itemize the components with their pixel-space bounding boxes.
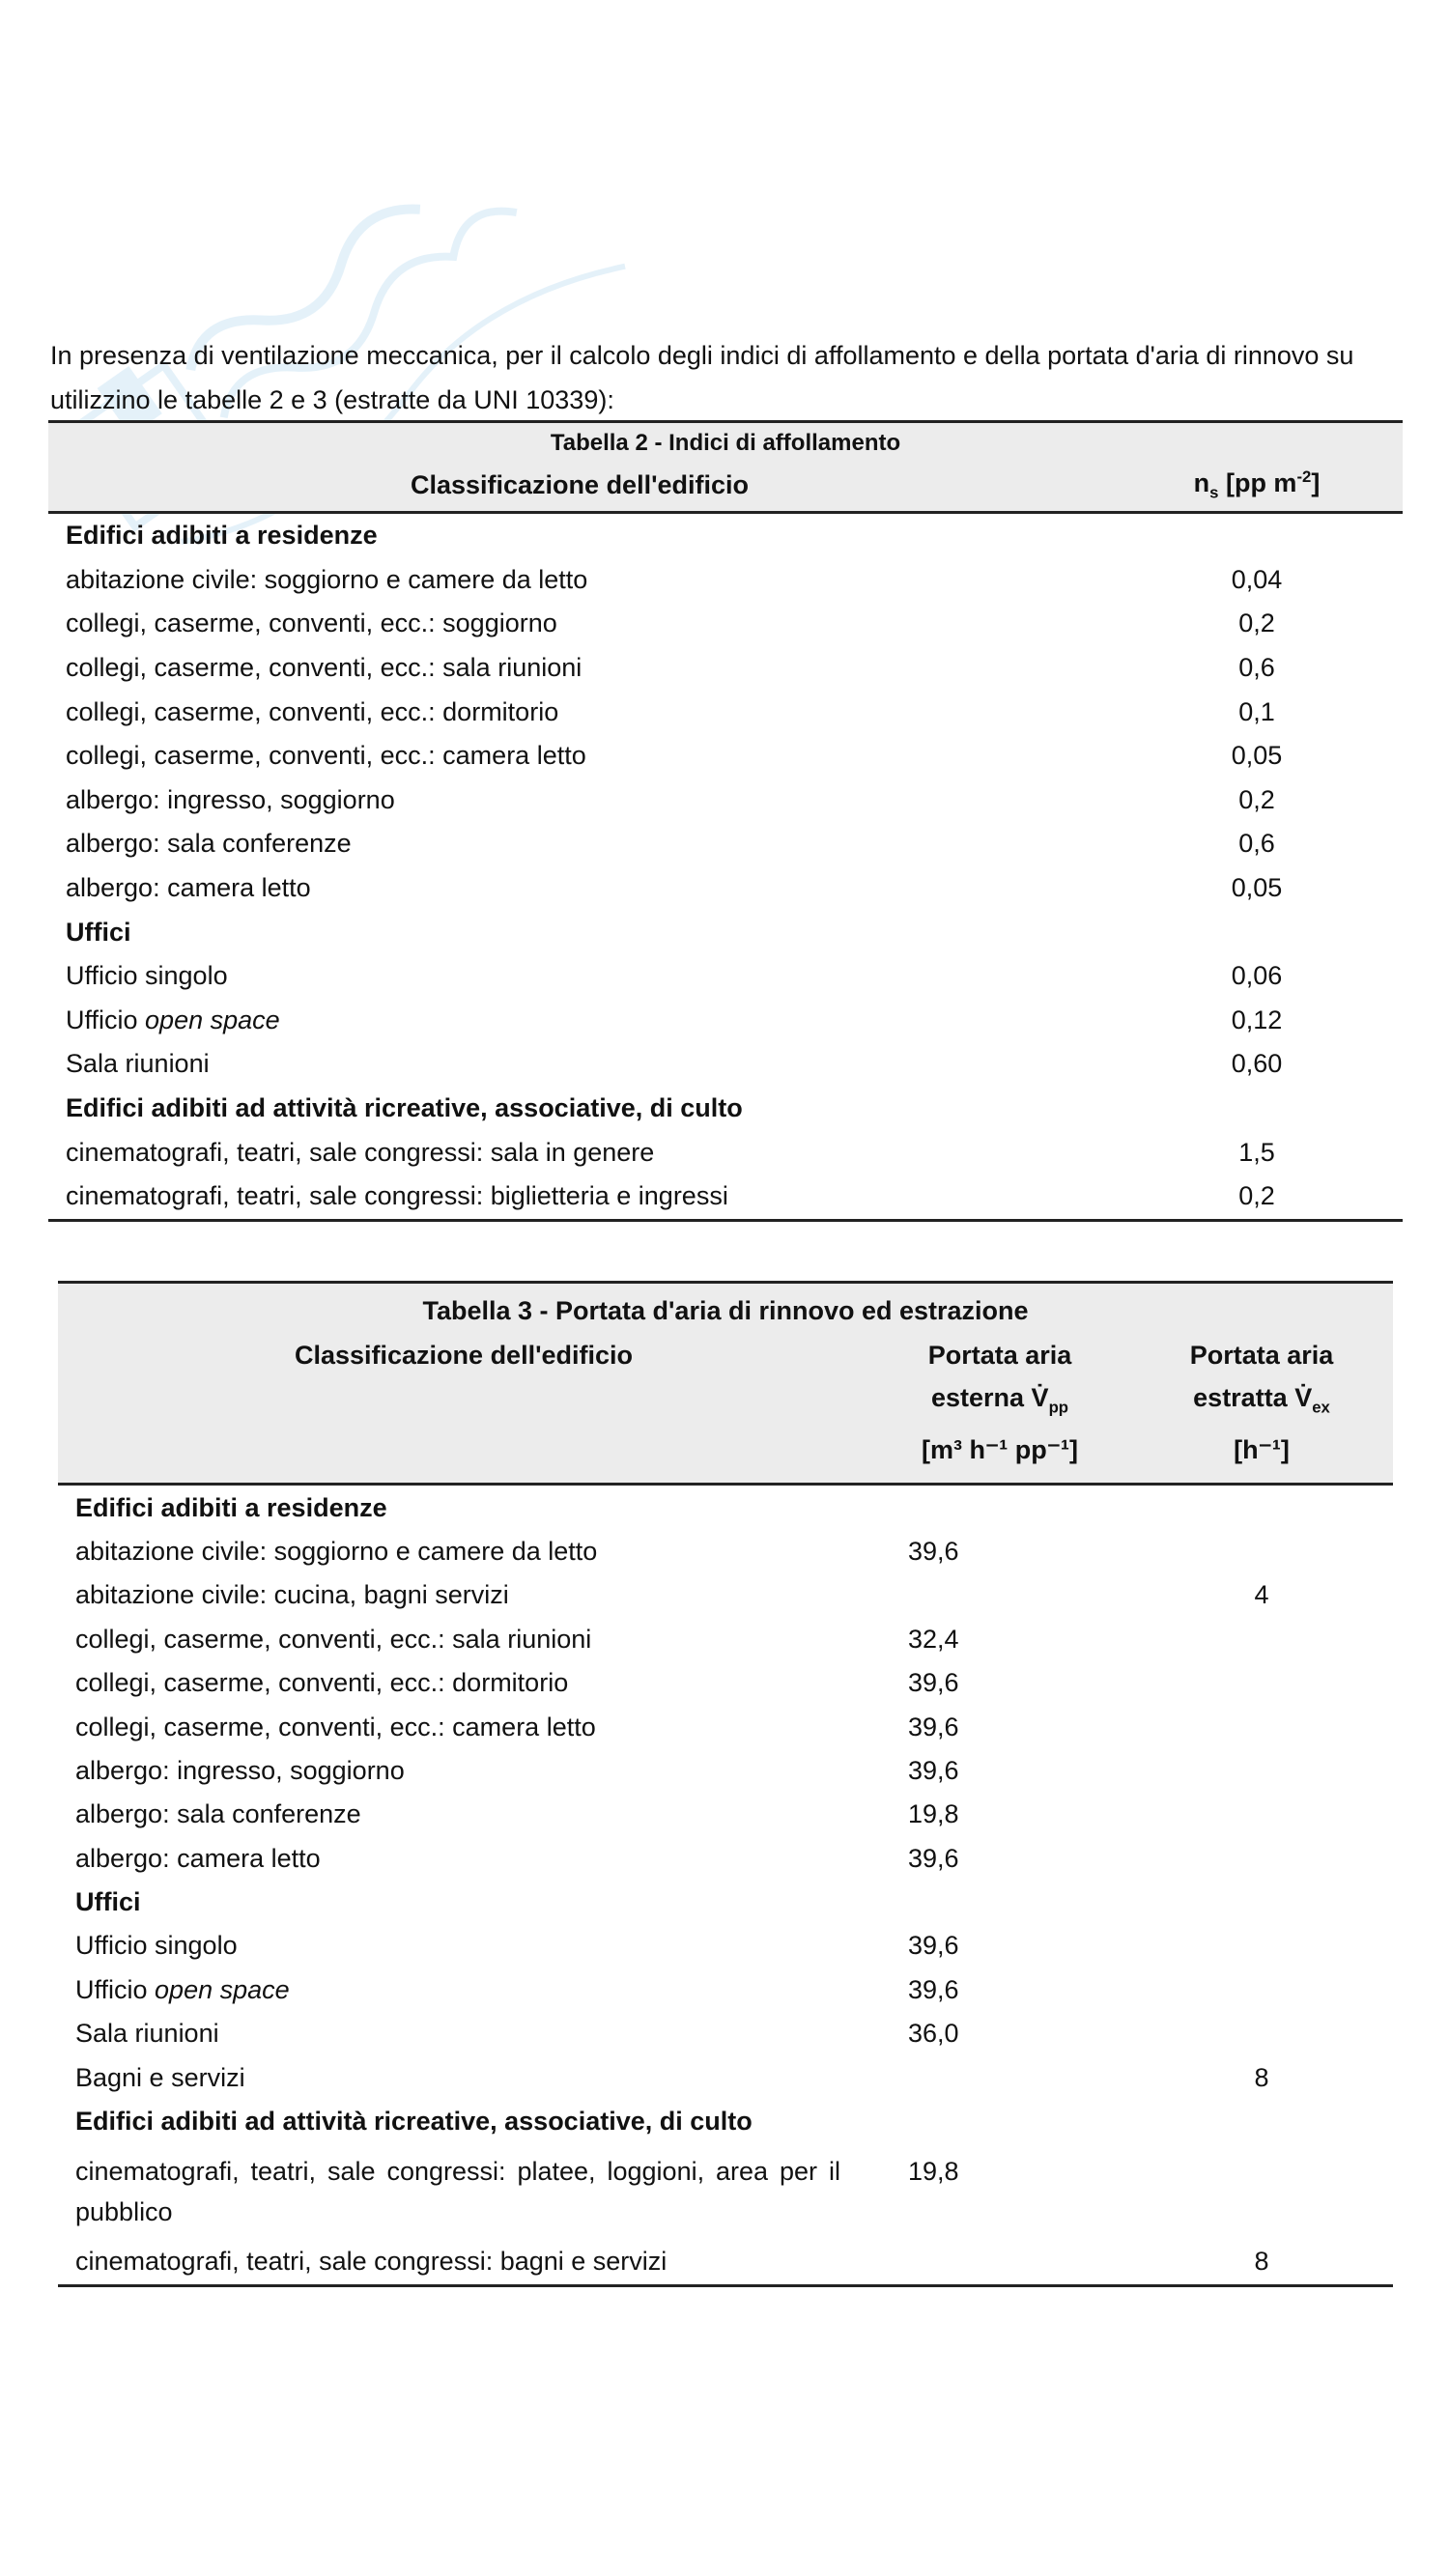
row-classification-cell bbox=[58, 2055, 869, 2099]
row-classification-cell bbox=[58, 2100, 869, 2143]
row-label: albergo: ingresso, soggiorno bbox=[75, 1755, 405, 1785]
row-portata-esterna-value: 39,6 bbox=[908, 1931, 959, 1961]
row-classification-cell bbox=[58, 1881, 869, 1924]
table-row bbox=[48, 999, 1403, 1043]
row-portata-esterna-value: 32,4 bbox=[908, 1624, 959, 1654]
row-portata-estratta-value bbox=[1130, 1881, 1393, 1924]
row-classification-cell bbox=[58, 1749, 869, 1793]
table-row bbox=[48, 866, 1403, 911]
row-classification-cell bbox=[48, 1130, 1111, 1175]
intro-paragraph: In presenza di ventilazione meccanica, per il calcolo degli indici di affollamento e della portata d'aria di rinnovo su utilizzino le tabelle 2 e 3 (estratte da UNI 10339): bbox=[50, 341, 1354, 414]
row-portata-esterna-value bbox=[869, 2055, 1130, 2099]
row-portata-esterna-value bbox=[869, 1573, 1130, 1617]
row-ns-value: 0,06 bbox=[1231, 961, 1283, 991]
table-row bbox=[48, 734, 1403, 778]
row-classification-cell bbox=[48, 1087, 1111, 1131]
row-label: Sala riunioni bbox=[66, 1049, 210, 1079]
row-classification-cell bbox=[58, 1793, 869, 1836]
row-label: Ufficio singolo bbox=[66, 961, 228, 991]
table-row bbox=[58, 2143, 1393, 2240]
row-classification-cell bbox=[48, 690, 1111, 734]
row-label: Edifici adibiti a residenze bbox=[66, 521, 378, 551]
row-portata-estratta-value bbox=[1130, 1793, 1393, 1836]
row-ns-value: 0,04 bbox=[1231, 564, 1283, 594]
row-classification-cell bbox=[58, 1924, 869, 1967]
table-row bbox=[58, 2100, 1393, 2143]
row-label: Edifici adibiti ad attività ricreative, associative, di culto bbox=[75, 2107, 753, 2137]
row-label: albergo: ingresso, soggiorno bbox=[66, 784, 395, 814]
table-row bbox=[58, 1968, 1393, 2012]
row-classification-cell bbox=[48, 866, 1111, 911]
row-portata-estratta-value bbox=[1130, 1705, 1393, 1748]
table-row bbox=[48, 778, 1403, 823]
table-3-col-portata-esterna: Portata aria esterna $V̇_{pp}$ [m³ h⁻¹ pp⁻¹] bbox=[869, 1333, 1130, 1485]
row-label: albergo: sala conferenze bbox=[75, 1799, 361, 1829]
row-label: Uffici bbox=[75, 1887, 141, 1917]
row-classification-cell bbox=[48, 999, 1111, 1043]
row-classification-cell bbox=[58, 1618, 869, 1661]
table-row bbox=[58, 1924, 1393, 1967]
table-row bbox=[58, 1530, 1393, 1573]
row-classification-cell bbox=[48, 646, 1111, 691]
row-ns-value bbox=[1111, 513, 1403, 558]
row-portata-esterna-value: 36,0 bbox=[908, 2019, 959, 2049]
table-row bbox=[58, 1793, 1393, 1836]
table-row bbox=[48, 1042, 1403, 1087]
table-row bbox=[58, 2240, 1393, 2285]
row-classification-cell bbox=[48, 1175, 1111, 1220]
row-portata-estratta-value bbox=[1130, 2143, 1393, 2240]
row-classification-cell bbox=[58, 2012, 869, 2055]
row-label: Bagni e servizi bbox=[75, 2062, 245, 2092]
table-row bbox=[48, 646, 1403, 691]
row-portata-esterna-value bbox=[869, 2100, 1130, 2143]
table-row bbox=[58, 1837, 1393, 1881]
row-ns-value: 0,2 bbox=[1111, 1175, 1403, 1220]
row-classification-cell bbox=[58, 1837, 869, 1881]
row-portata-estratta-value bbox=[1130, 1618, 1393, 1661]
table-row bbox=[58, 2055, 1393, 2099]
table-row bbox=[58, 1573, 1393, 1617]
row-portata-esterna-value: 39,6 bbox=[908, 1712, 959, 1741]
table-row bbox=[48, 954, 1403, 999]
row-classification-cell bbox=[58, 1661, 869, 1705]
row-label: Ufficio singolo bbox=[75, 1931, 238, 1961]
row-portata-esterna-value: 19,8 bbox=[908, 2157, 959, 2187]
row-classification-cell bbox=[48, 513, 1111, 558]
row-portata-estratta-value: 8 bbox=[1130, 2240, 1393, 2285]
table-row bbox=[48, 513, 1403, 558]
row-label: Ufficio bbox=[75, 1974, 156, 2004]
row-classification-cell bbox=[48, 602, 1111, 646]
row-ns-value: 0,6 bbox=[1238, 829, 1275, 859]
row-label: cinematografi, teatri, sale congressi: sala in genere bbox=[66, 1137, 655, 1167]
row-portata-estratta-value bbox=[1130, 1661, 1393, 1705]
row-portata-estratta-value bbox=[1130, 1837, 1393, 1881]
row-classification-cell bbox=[48, 910, 1111, 954]
row-classification-cell bbox=[58, 1485, 869, 1530]
row-ns-value: 0,6 bbox=[1238, 653, 1275, 683]
table-3-title: Tabella 3 - Portata d'aria di rinnovo ed estrazione bbox=[58, 1283, 1393, 1334]
row-label: collegi, caserme, conventi, ecc.: soggiorno bbox=[66, 609, 557, 638]
row-portata-estratta-value bbox=[1130, 1968, 1393, 2012]
table-row bbox=[58, 1661, 1393, 1705]
row-label: cinematografi, teatri, sale congressi: biglietteria e ingressi bbox=[66, 1181, 728, 1211]
table-row bbox=[58, 1749, 1393, 1793]
row-label: cinematografi, teatri, sale congressi: platee, loggioni, area per il pubblico bbox=[75, 2157, 840, 2227]
row-label: collegi, caserme, conventi, ecc.: dormitorio bbox=[75, 1668, 569, 1698]
row-portata-estratta-value bbox=[1130, 2012, 1393, 2055]
row-label: albergo: camera letto bbox=[66, 873, 311, 903]
table-row bbox=[48, 558, 1403, 603]
row-portata-esterna-value: 39,6 bbox=[908, 1974, 959, 2004]
table-row bbox=[48, 1130, 1403, 1175]
row-portata-esterna-value bbox=[869, 2240, 1130, 2285]
table-row bbox=[58, 2012, 1393, 2055]
row-label: cinematografi, teatri, sale congressi: bagni e servizi bbox=[75, 2247, 668, 2277]
row-label: collegi, caserme, conventi, ecc.: camera letto bbox=[75, 1712, 596, 1741]
table-row bbox=[48, 1087, 1403, 1131]
row-ns-value: 0,2 bbox=[1238, 784, 1275, 814]
row-portata-esterna-value bbox=[869, 1881, 1130, 1924]
row-portata-estratta-value bbox=[1130, 1924, 1393, 1967]
row-classification-cell bbox=[58, 2240, 869, 2285]
row-portata-estratta-value bbox=[1130, 1749, 1393, 1793]
row-label-emphasis: open space bbox=[145, 1005, 280, 1034]
row-ns-value: 0,2 bbox=[1238, 609, 1275, 638]
row-label: abitazione civile: soggiorno e camere da letto bbox=[66, 564, 588, 594]
row-portata-estratta-value: 4 bbox=[1254, 1580, 1269, 1610]
row-portata-esterna-value bbox=[869, 1485, 1130, 1530]
row-classification-cell bbox=[58, 2143, 869, 2240]
table-row bbox=[48, 910, 1403, 954]
row-label: Sala riunioni bbox=[75, 2019, 219, 2049]
row-classification-cell bbox=[58, 1705, 869, 1748]
row-portata-estratta-value bbox=[1130, 1530, 1393, 1573]
row-portata-esterna-value: 19,8 bbox=[908, 1799, 959, 1829]
table-2-col-ns: $n_s$ [pp $m^{-2}$] bbox=[1111, 459, 1403, 513]
table-row bbox=[58, 1705, 1393, 1748]
table-3-portata-aria bbox=[58, 1281, 1393, 2287]
row-classification-cell bbox=[58, 1530, 869, 1573]
row-ns-value: 0,05 bbox=[1231, 873, 1283, 903]
row-portata-esterna-value: 39,6 bbox=[908, 1536, 959, 1566]
table-row bbox=[58, 1618, 1393, 1661]
row-label: albergo: camera letto bbox=[75, 1843, 321, 1873]
table-row bbox=[48, 690, 1403, 734]
table-row bbox=[48, 602, 1403, 646]
row-classification-cell bbox=[48, 558, 1111, 603]
row-classification-cell bbox=[58, 1968, 869, 2012]
table-row bbox=[58, 1485, 1393, 1530]
row-label: Edifici adibiti a residenze bbox=[75, 1492, 387, 1522]
table-3-col-classificazione: Classificazione dell'edificio bbox=[58, 1333, 869, 1485]
table-2-affollamento bbox=[48, 420, 1403, 1222]
row-portata-estratta-value bbox=[1130, 1485, 1393, 1530]
row-classification-cell bbox=[48, 734, 1111, 778]
row-ns-value bbox=[1111, 910, 1403, 954]
table-row bbox=[58, 1881, 1393, 1924]
row-portata-esterna-value: 39,6 bbox=[908, 1668, 959, 1698]
row-label: collegi, caserme, conventi, ecc.: sala riunioni bbox=[66, 653, 582, 683]
row-label-emphasis: open space bbox=[155, 1974, 290, 2004]
row-ns-value: 0,1 bbox=[1238, 696, 1275, 726]
row-classification-cell bbox=[58, 1573, 869, 1617]
row-label: Uffici bbox=[66, 917, 131, 947]
table-2-title: Tabella 2 - Indici di affollamento bbox=[48, 422, 1403, 460]
row-label: abitazione civile: soggiorno e camere da letto bbox=[75, 1536, 598, 1566]
row-classification-cell bbox=[48, 954, 1111, 999]
row-portata-estratta-value bbox=[1130, 2100, 1393, 2143]
row-label: collegi, caserme, conventi, ecc.: sala riunioni bbox=[75, 1624, 592, 1654]
table-3-col-portata-estratta: Portata aria estratta $V̇_{ex}$ [h⁻¹] bbox=[1130, 1333, 1393, 1485]
row-ns-value: 1,5 bbox=[1238, 1137, 1275, 1167]
row-ns-value bbox=[1111, 1087, 1403, 1131]
row-classification-cell bbox=[48, 1042, 1111, 1087]
table-row bbox=[48, 822, 1403, 866]
row-classification-cell bbox=[48, 822, 1111, 866]
row-portata-estratta-value: 8 bbox=[1254, 2062, 1269, 2092]
row-label: abitazione civile: cucina, bagni servizi bbox=[75, 1580, 509, 1610]
table-row bbox=[48, 1175, 1403, 1220]
row-label: Edifici adibiti ad attività ricreative, associative, di culto bbox=[66, 1093, 743, 1123]
row-classification-cell bbox=[48, 778, 1111, 823]
row-portata-esterna-value: 39,6 bbox=[908, 1843, 959, 1873]
row-label: Ufficio bbox=[66, 1005, 146, 1034]
row-ns-value: 0,60 bbox=[1231, 1049, 1283, 1079]
row-label: collegi, caserme, conventi, ecc.: camera letto bbox=[66, 741, 586, 771]
row-portata-esterna-value: 39,6 bbox=[908, 1755, 959, 1785]
table-2-col-classificazione: Classificazione dell'edificio bbox=[48, 459, 1111, 513]
row-ns-value: 0,12 bbox=[1231, 1005, 1283, 1034]
row-label: albergo: sala conferenze bbox=[66, 829, 352, 859]
row-label: collegi, caserme, conventi, ecc.: dormitorio bbox=[66, 696, 559, 726]
row-ns-value: 0,05 bbox=[1231, 741, 1283, 771]
